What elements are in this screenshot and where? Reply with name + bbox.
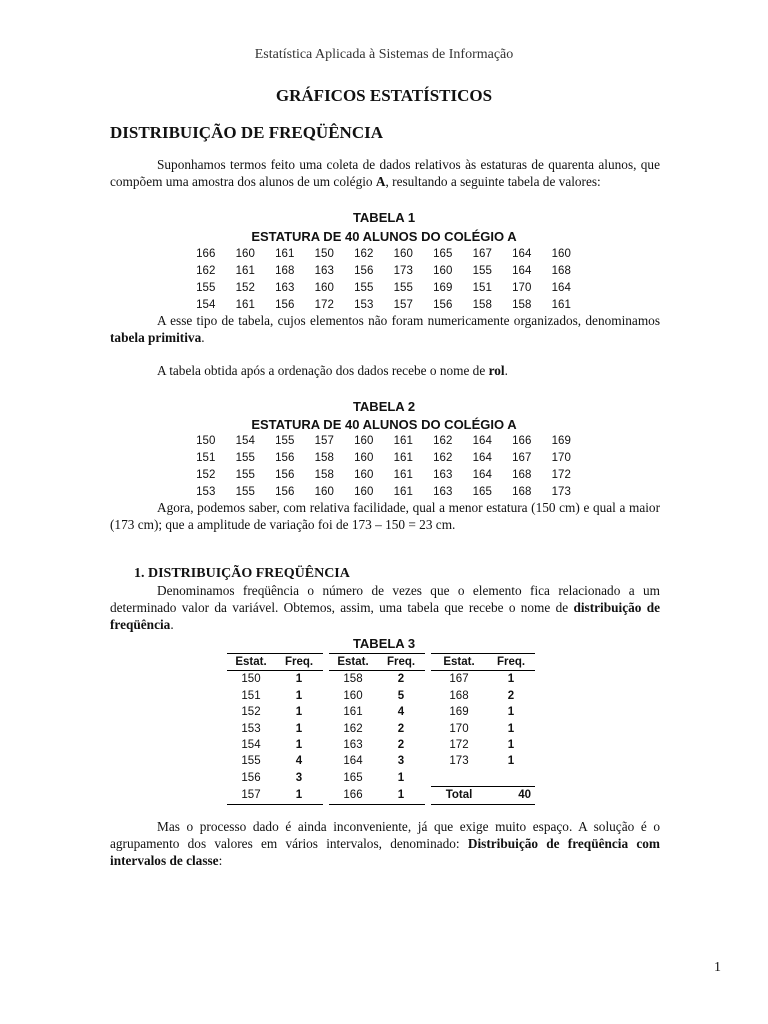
table-row [227,787,535,804]
table-cell: 2 [397,722,405,735]
grid-cell: 162 [354,248,374,260]
grid-cell: 155 [472,265,492,277]
grid-cell: 172 [314,299,334,311]
table-row [227,704,535,720]
table3-label: TABELA 3 [352,636,416,651]
grid-cell: 155 [235,469,255,481]
table-cell: 163 [343,739,363,752]
grid-cell: 165 [433,248,453,260]
grid-cell: 157 [314,435,334,447]
table-cell: 172 [449,739,469,752]
grid-row [186,467,590,484]
grid-cell: 160 [314,486,334,498]
column-header: Freq. [487,654,535,671]
column-header: Estat. [431,654,487,671]
grid-cell: 160 [235,248,255,260]
grid-cell: 172 [551,469,571,481]
table1-grid [186,246,590,314]
grid-row [186,450,590,467]
table-cell: 150 [241,673,261,686]
table-cell: 1 [397,772,405,785]
table1-caption: ESTATURA DE 40 ALUNOS DO COLÉGIO A [251,229,517,244]
grid-cell: 173 [551,486,571,498]
table-cell: 164 [343,755,363,768]
table-cell: 1 [275,787,323,804]
table-row [227,721,535,737]
table-cell: 173 [449,755,469,768]
table-cell: 4 [295,755,303,768]
table-cell: 158 [343,673,363,686]
table-row [227,753,535,769]
table-cell: 5 [397,689,405,702]
grid-cell: 162 [196,265,216,277]
grid-cell: 151 [472,282,492,294]
grid-cell: 155 [235,452,255,464]
grid-cell: 164 [472,469,492,481]
table-cell: 1 [295,673,303,686]
table-cell: 40 [487,787,535,804]
grid-cell: 168 [512,469,532,481]
grid-cell: 164 [472,452,492,464]
table-cell: 157 [227,787,275,804]
section-title: DISTRIBUIÇÃO DE FREQÜÊNCIA [110,123,383,142]
grid-cell: 155 [196,282,216,294]
grid-cell: 167 [472,248,492,260]
grid-cell: 160 [551,248,571,260]
grid-cell: 168 [275,265,295,277]
grid-cell: 150 [314,248,334,260]
table-row [227,737,535,753]
grid-cell: 158 [314,469,334,481]
table-cell: 1 [377,787,425,804]
table-row [227,688,535,704]
grid-cell: 152 [196,469,216,481]
grid-cell: 161 [393,452,413,464]
table-cell: 3 [295,772,303,785]
table-cell: 1 [507,739,515,752]
column-header: Estat. [329,654,377,671]
table-cell: 155 [241,755,261,768]
subsection-title: 1. DISTRIBUIÇÃO FREQÜÊNCIA [134,566,350,581]
grid-cell: 158 [472,299,492,311]
grid-cell: 164 [512,248,532,260]
grid-cell: 160 [354,452,374,464]
table-cell: Total [431,787,487,804]
grid-cell: 168 [551,265,571,277]
table-cell: 168 [449,689,469,702]
table-cell: 2 [397,673,405,686]
paragraph-intro: Suponhamos termos feito uma coleta de dados relativos às estaturas de quarenta alunos, que compõem uma amostra dos alunos de um colégio A, resultando a seguinte tabela de valores: [110,157,660,189]
grid-cell: 170 [551,452,571,464]
grid-cell: 163 [433,486,453,498]
table-cell: 1 [507,706,515,719]
table-cell: 156 [241,772,261,785]
table-cell: 2 [397,739,405,752]
table-cell: 170 [449,722,469,735]
table-cell: 1 [295,689,303,702]
table-cell: 154 [241,739,261,752]
grid-cell: 156 [275,299,295,311]
grid-cell: 160 [433,265,453,277]
table-cell: 161 [343,706,363,719]
table-row [227,671,535,688]
grid-cell: 155 [275,435,295,447]
grid-row [186,246,590,263]
table-header-row [227,654,535,671]
table-cell: 166 [329,787,377,804]
grid-cell: 153 [354,299,374,311]
paragraph-rol: A tabela obtida após a ordenação dos dados recebe o nome de rol. [157,363,508,378]
grid-cell: 151 [196,452,216,464]
grid-cell: 162 [433,452,453,464]
table-cell: 1 [507,755,515,768]
grid-cell: 153 [196,486,216,498]
table-cell: 1 [295,722,303,735]
table-cell: 152 [241,706,261,719]
table1-label: TABELA 1 [352,210,416,225]
table-row [227,770,535,787]
grid-cell: 158 [512,299,532,311]
grid-cell: 155 [354,282,374,294]
table-cell: 4 [397,706,405,719]
table2-label: TABELA 2 [352,399,416,414]
table-cell: 1 [295,739,303,752]
table-cell: 153 [241,722,261,735]
grid-cell: 154 [235,435,255,447]
column-header: Freq. [377,654,425,671]
table2-caption: ESTATURA DE 40 ALUNOS DO COLÉGIO A [251,417,517,432]
grid-cell: 164 [551,282,571,294]
grid-row [186,263,590,280]
running-header: Estatística Aplicada à Sistemas de Informação [254,47,514,62]
grid-cell: 167 [512,452,532,464]
grid-cell: 164 [472,435,492,447]
grid-cell: 160 [354,435,374,447]
table-cell: 162 [343,722,363,735]
grid-cell: 163 [433,469,453,481]
grid-cell: 156 [354,265,374,277]
grid-cell: 169 [551,435,571,447]
grid-cell: 161 [235,299,255,311]
table-cell: 1 [507,722,515,735]
grid-cell: 160 [354,469,374,481]
grid-cell: 170 [512,282,532,294]
table-cell: 167 [449,673,469,686]
column-header: Freq. [275,654,323,671]
table-cell [487,770,535,787]
grid-cell: 155 [235,486,255,498]
table2-grid [186,433,590,501]
frequency-table [227,653,535,805]
grid-cell: 156 [275,452,295,464]
grid-cell: 161 [275,248,295,260]
table-cell: 2 [507,689,515,702]
grid-cell: 162 [433,435,453,447]
grid-cell: 161 [393,486,413,498]
grid-cell: 156 [275,486,295,498]
page-number: 1 [714,960,721,975]
grid-cell: 163 [314,265,334,277]
grid-cell: 166 [512,435,532,447]
table-cell: 160 [343,689,363,702]
document-title: GRÁFICOS ESTATÍSTICOS [275,86,493,105]
grid-cell: 161 [393,435,413,447]
paragraph-primitive: A esse tipo de tabela, cujos elementos não foram numericamente organizados, denominamos tabela primitiva. [110,313,660,345]
grid-cell: 173 [393,265,413,277]
table-cell: 169 [449,706,469,719]
grid-cell: 154 [196,299,216,311]
grid-cell: 156 [433,299,453,311]
grid-cell: 150 [196,435,216,447]
grid-cell: 161 [235,265,255,277]
grid-cell: 157 [393,299,413,311]
grid-row [186,280,590,297]
table-cell: 3 [397,755,405,768]
grid-row [186,433,590,450]
table-cell: 1 [507,673,515,686]
table-cell [431,770,487,787]
grid-cell: 161 [393,469,413,481]
table-cell: 151 [241,689,261,702]
grid-cell: 160 [354,486,374,498]
grid-cell: 161 [551,299,571,311]
paragraph-frequency: Denominamos freqüência o número de vezes que o elemento fica relacionado a um determinado valor da variável. Obtemos, assim, uma tabela que recebe o nome de distribuição de freqüência. [110,583,660,632]
table-cell: 165 [343,772,363,785]
paragraph-grouping: Mas o processo dado é ainda inconveniente, já que exige muito espaço. A solução é o agrupamento dos valores em vários intervalos, denominado: Distribuição de freqüência com intervalos de classe: [110,819,660,868]
grid-cell: 158 [314,452,334,464]
column-header: Estat. [227,654,275,671]
table-cell: 1 [295,706,303,719]
grid-cell: 164 [512,265,532,277]
grid-cell: 169 [433,282,453,294]
grid-cell: 155 [393,282,413,294]
grid-cell: 152 [235,282,255,294]
paragraph-amplitude: Agora, podemos saber, com relativa facilidade, qual a menor estatura (150 cm) e qual a maior (173 cm); que a amplitude de variação foi de 173 – 150 = 23 cm. [110,500,660,532]
table3-container [227,653,535,805]
grid-cell: 160 [393,248,413,260]
grid-cell: 168 [512,486,532,498]
grid-cell: 160 [314,282,334,294]
grid-cell: 156 [275,469,295,481]
grid-cell: 166 [196,248,216,260]
grid-cell: 163 [275,282,295,294]
grid-cell: 165 [472,486,492,498]
